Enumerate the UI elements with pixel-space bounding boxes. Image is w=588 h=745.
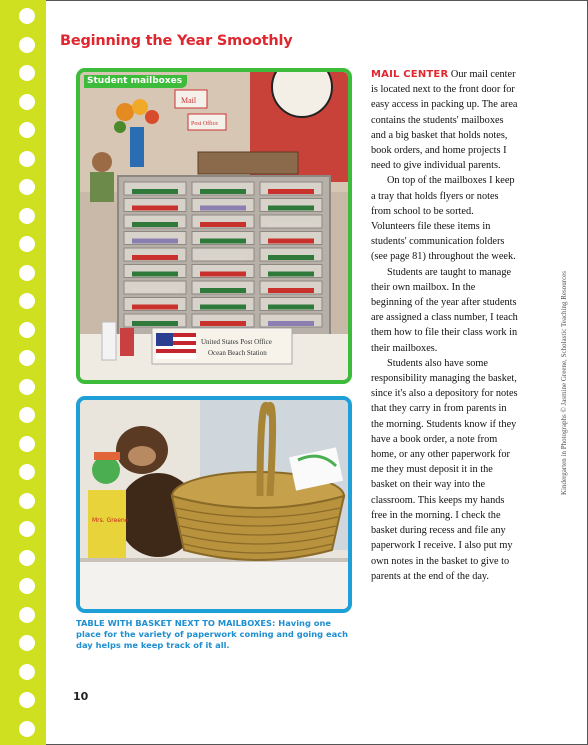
binding-hole	[19, 293, 35, 309]
mailbox-paper	[268, 206, 314, 211]
mailbox-paper	[132, 272, 178, 277]
binding-hole	[19, 94, 35, 110]
caption-lead: TABLE WITH BASKET NEXT TO MAILBOXES:	[76, 618, 276, 628]
mailbox-paper	[200, 255, 246, 260]
mailbox-paper	[132, 206, 178, 211]
body-column	[371, 67, 519, 584]
binding-hole	[19, 208, 35, 224]
crate-label: Mrs. Greene	[92, 517, 129, 524]
side-credit	[558, 248, 570, 518]
binding-hole	[19, 692, 35, 708]
body-paragraph-3: Students are taught to manage their own mailbox. In the beginning of the year after students are assigned a class number, I teach them how to file their class work in their mailboxes.	[371, 266, 518, 354]
binding-hole	[19, 151, 35, 167]
binding-hole	[19, 407, 35, 423]
body-paragraph-4: Students also have some responsibility managing the basket, since it's also a depository for notes that they carry in from parents in the morning. Students know if they have a book order, a note from home, or any other paperwork for me they must deposit it in the basket on their way into the classroom. This keeps my hands free in the morning. I check the basket during recess and file any paperwork I receive. I also put my own notes in the basket to give to parents at the end of the day.	[371, 357, 518, 582]
mailbox-paper	[200, 288, 246, 293]
basket-illustration	[80, 400, 348, 609]
mailbox-paper	[200, 206, 246, 211]
mailbox-paper	[132, 321, 178, 326]
mailbox-paper	[268, 222, 314, 227]
chapter-title: Beginning the Year Smoothly	[60, 33, 293, 49]
section-heading: MAIL CENTER	[371, 69, 449, 80]
mailbox-paper	[268, 255, 314, 260]
binding-hole	[19, 664, 35, 680]
mailbox-paper	[132, 239, 178, 244]
caption-text: Having one place for the variety of paperwork coming and going each day helps me keep track of it all.	[76, 618, 349, 650]
binding-hole	[19, 379, 35, 395]
page-number: 10	[73, 690, 89, 703]
binding-strip	[0, 0, 46, 745]
binding-hole	[19, 65, 35, 81]
binding-hole	[19, 350, 35, 366]
binding-hole	[19, 436, 35, 452]
binding-hole	[19, 8, 35, 24]
mailbox-paper	[200, 239, 246, 244]
binding-hole	[19, 721, 35, 737]
binding-hole	[19, 179, 35, 195]
post-office-sign-line2: Ocean Beach Station	[208, 349, 267, 357]
mailbox-paper	[200, 189, 246, 194]
mailboxes-photo	[76, 68, 352, 384]
binding-hole	[19, 521, 35, 537]
mailboxes-illustration	[80, 72, 348, 380]
binding-hole	[19, 464, 35, 480]
mailbox-paper	[132, 189, 178, 194]
binding-hole	[19, 607, 35, 623]
body-paragraph-2: On top of the mailboxes I keep a tray that holds flyers or notes from school to be sorted. Volunteers file these items in students' communication folders (see page 81) throughout the week.	[371, 175, 516, 263]
mailbox-paper	[132, 255, 178, 260]
mailbox-paper	[268, 288, 314, 293]
photo-label: Student mailboxes	[84, 75, 187, 88]
side-credit-text: Kindergarten in Photographs © Jasmine Greene, Scholastic Teaching Resources	[560, 270, 568, 496]
binding-hole	[19, 493, 35, 509]
mailbox-paper	[132, 222, 178, 227]
binding-hole	[19, 265, 35, 281]
mailbox-paper	[268, 272, 314, 277]
basket-photo	[76, 396, 352, 613]
mailbox-paper	[200, 272, 246, 277]
binding-hole	[19, 122, 35, 138]
mailbox-paper	[200, 305, 246, 310]
mailbox-paper	[200, 222, 246, 227]
binding-hole	[19, 322, 35, 338]
mailbox-paper	[132, 288, 178, 293]
mailbox-paper	[200, 321, 246, 326]
mailbox-paper	[268, 305, 314, 310]
binding-hole	[19, 550, 35, 566]
mailbox-paper	[268, 321, 314, 326]
photo-caption	[76, 618, 356, 651]
binding-hole	[19, 635, 35, 651]
body-paragraph-1	[371, 67, 519, 173]
mailbox-paper	[268, 239, 314, 244]
binding-hole	[19, 37, 35, 53]
binding-hole	[19, 236, 35, 252]
binding-hole	[19, 578, 35, 594]
body-paragraph-1-text: Our mail center is located next to the front door for easy access in packing up. The area contains the students' mailboxes and a big basket that holds notes, book orders, and home projects I need to give individual parents.	[371, 69, 518, 172]
mailbox-paper	[268, 189, 314, 194]
post-office-sign: Post Office	[191, 121, 219, 127]
post-office-sign-line1: United States Post Office	[201, 338, 272, 346]
mailbox-paper	[132, 305, 178, 310]
mail-sign: Mail	[181, 96, 197, 105]
